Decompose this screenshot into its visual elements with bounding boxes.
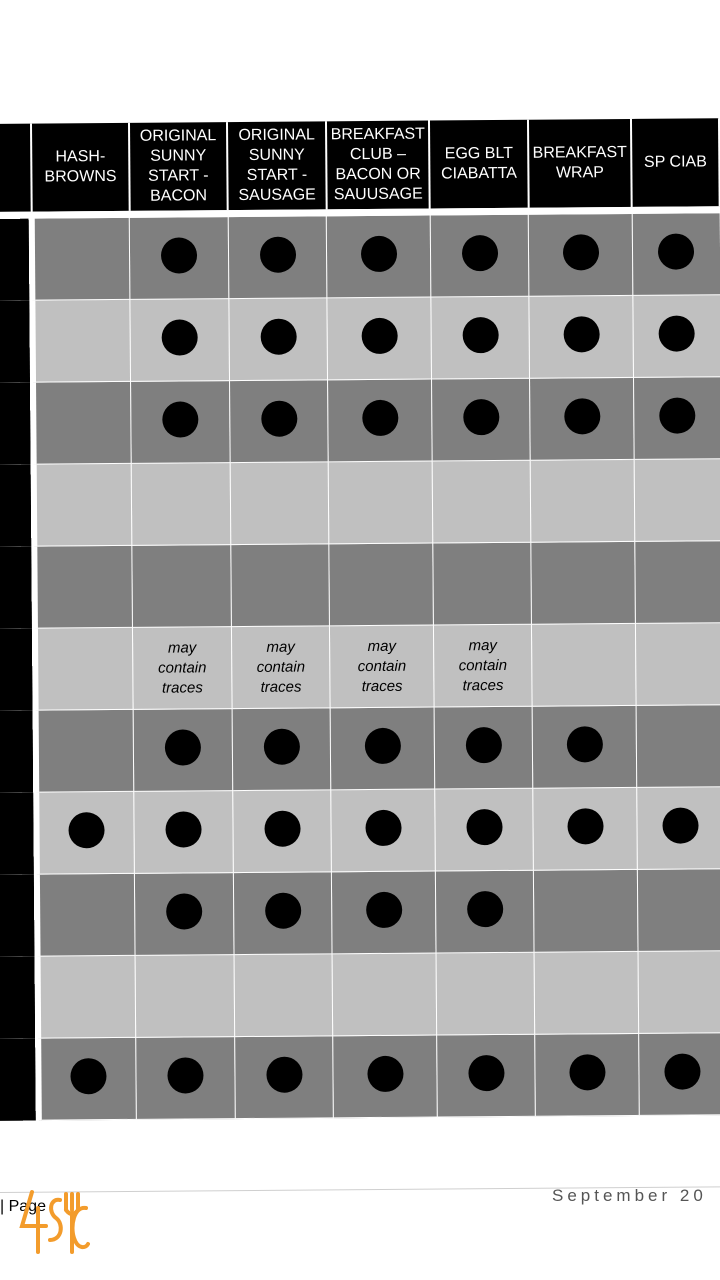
contains-dot-icon — [69, 812, 105, 848]
matrix-cell — [437, 1034, 536, 1117]
contains-dot-icon — [367, 1056, 403, 1092]
matrix-cell — [35, 627, 133, 710]
contains-dot-icon — [563, 316, 599, 352]
matrix-cell — [435, 870, 534, 953]
contains-dot-icon — [468, 1055, 504, 1091]
contains-dot-icon — [466, 809, 502, 845]
matrix-cell — [134, 791, 233, 874]
matrix-cell — [33, 381, 131, 464]
contains-dot-icon — [161, 237, 197, 273]
matrix-cell — [230, 462, 329, 545]
matrix-cell — [534, 951, 638, 1034]
contains-dot-icon — [365, 810, 401, 846]
matrix-cell — [230, 544, 329, 627]
column-header: BREAKFAST CLUB – BACON OR SAUUSAGE — [326, 121, 430, 210]
4sc-logo — [16, 1186, 90, 1268]
row-label — [0, 300, 33, 382]
matrix-cell — [430, 214, 529, 297]
matrix-cell — [433, 542, 532, 625]
matrix-cell — [37, 873, 135, 956]
matrix-cell — [232, 790, 331, 873]
matrix-cell — [433, 624, 532, 707]
row-label — [0, 956, 39, 1038]
column-header: HASH- BROWNS — [31, 123, 129, 212]
contains-dot-icon — [165, 811, 201, 847]
trace-note: may contain traces — [256, 638, 306, 696]
contains-dot-icon — [162, 319, 198, 355]
matrix-cell — [132, 545, 231, 628]
matrix-cell — [229, 380, 328, 463]
row-label-text — [0, 413, 31, 434]
matrix-cell — [36, 709, 134, 792]
contains-dot-icon — [362, 400, 398, 436]
matrix-cell — [232, 708, 331, 791]
row-label-text — [0, 331, 30, 352]
matrix-cell — [534, 869, 638, 952]
header-row — [0, 118, 720, 212]
matrix-cell — [234, 1036, 333, 1119]
contains-dot-icon — [260, 319, 296, 355]
row-label — [0, 546, 35, 628]
matrix-cell — [331, 789, 435, 872]
matrix-cell — [635, 623, 720, 706]
contains-dot-icon — [564, 398, 600, 434]
trace-note: may contain traces — [357, 637, 407, 695]
row-label-text — [0, 741, 33, 762]
allergen-row — [0, 869, 720, 957]
matrix-cell — [135, 955, 234, 1038]
matrix-cell — [529, 295, 633, 378]
matrix-cell — [328, 379, 432, 462]
contains-dot-icon — [659, 315, 695, 351]
contains-dot-icon — [265, 893, 301, 929]
matrix-cell — [636, 705, 720, 788]
row-label — [0, 628, 36, 710]
matrix-cell — [436, 952, 535, 1035]
corner-cell — [0, 124, 32, 212]
matrix-cell — [530, 377, 634, 460]
matrix-cell — [327, 215, 431, 298]
column-header: BREAKFAST WRAP — [528, 119, 632, 208]
matrix-cell — [33, 299, 131, 382]
contains-dot-icon — [465, 727, 501, 763]
matrix-cell — [638, 1033, 720, 1116]
matrix-cell — [231, 626, 330, 709]
allergen-row — [0, 623, 720, 711]
matrix-cell — [327, 297, 431, 380]
row-label — [0, 218, 33, 300]
contains-dot-icon — [562, 234, 598, 270]
matrix-cell — [633, 377, 720, 460]
contains-dot-icon — [567, 808, 603, 844]
row-label-text — [0, 659, 33, 680]
contains-dot-icon — [259, 237, 295, 273]
matrix-cell — [133, 627, 232, 710]
contains-dot-icon — [361, 318, 397, 354]
contains-dot-icon — [664, 1053, 700, 1089]
matrix-cell — [329, 461, 433, 544]
column-header: ORIGINAL SUNNY START - BACON — [129, 122, 228, 211]
matrix-cell — [38, 955, 136, 1038]
row-label — [0, 710, 37, 792]
row-label-text — [0, 495, 32, 516]
row-label — [0, 1038, 39, 1120]
matrix-cell — [635, 541, 720, 624]
row-label — [0, 464, 35, 546]
matrix-cell — [634, 459, 720, 542]
contains-dot-icon — [366, 892, 402, 928]
matrix-cell — [34, 463, 132, 546]
matrix-cell — [431, 296, 530, 379]
matrix-cell — [532, 623, 636, 706]
matrix-cell — [136, 1037, 235, 1120]
page-label: | Page — [0, 1198, 46, 1215]
contains-dot-icon — [71, 1058, 107, 1094]
row-label-text — [0, 823, 34, 844]
contains-dot-icon — [165, 729, 201, 765]
allergen-row — [0, 213, 720, 301]
allergen-row — [0, 541, 720, 629]
column-header: EGG BLT CIABATTA — [429, 120, 528, 209]
contains-dot-icon — [263, 729, 299, 765]
matrix-cell — [329, 543, 433, 626]
matrix-cell — [332, 871, 436, 954]
trace-note: may contain traces — [157, 638, 207, 697]
contains-dot-icon — [266, 1057, 302, 1093]
row-label — [0, 382, 34, 464]
matrix-cell — [431, 378, 530, 461]
matrix-cell — [638, 951, 720, 1034]
matrix-cell — [434, 706, 533, 789]
column-header: ORIGINAL SUNNY START - SAUSAGE — [227, 121, 327, 210]
matrix-cell — [637, 869, 720, 952]
column-header: SP CIAB — [631, 118, 719, 207]
matrix-cell — [131, 463, 230, 546]
row-label — [0, 874, 38, 956]
matrix-body — [0, 213, 720, 1121]
contains-dot-icon — [461, 235, 497, 271]
matrix-cell — [632, 213, 720, 296]
matrix-cell — [633, 295, 720, 378]
allergen-row — [0, 295, 720, 383]
matrix-cell — [135, 873, 234, 956]
allergen-row — [0, 951, 720, 1039]
matrix-cell — [35, 545, 133, 628]
matrix-cell — [533, 787, 637, 870]
matrix-cell — [133, 709, 232, 792]
row-label-text — [0, 987, 35, 1008]
matrix-cell — [636, 787, 720, 870]
contains-dot-icon — [658, 233, 694, 269]
matrix-cell — [37, 791, 135, 874]
matrix-cell — [32, 217, 130, 300]
matrix-cell — [432, 460, 531, 543]
matrix-cell — [234, 954, 333, 1037]
row-label-text — [0, 905, 35, 926]
allergen-table — [0, 118, 720, 1121]
allergen-matrix — [0, 118, 720, 1121]
matrix-cell — [530, 459, 634, 542]
contains-dot-icon — [264, 811, 300, 847]
contains-dot-icon — [569, 1054, 605, 1090]
allergen-row — [0, 1033, 720, 1121]
matrix-cell — [435, 788, 534, 871]
contains-dot-icon — [364, 728, 400, 764]
matrix-cell — [130, 299, 229, 382]
contains-dot-icon — [167, 1057, 203, 1093]
allergen-row — [0, 787, 720, 875]
contains-dot-icon — [261, 401, 297, 437]
matrix-cell — [233, 872, 332, 955]
contains-dot-icon — [462, 317, 498, 353]
matrix-cell — [39, 1037, 137, 1120]
contains-dot-icon — [659, 397, 695, 433]
row-label-text — [0, 547, 32, 628]
matrix-cell — [330, 625, 434, 708]
row-label-text — [0, 249, 30, 270]
allergen-row — [0, 459, 720, 547]
matrix-cell — [531, 541, 635, 624]
matrix-cell — [331, 707, 435, 790]
matrix-cell — [130, 217, 229, 300]
contains-dot-icon — [361, 236, 397, 272]
allergen-row — [0, 377, 720, 465]
contains-dot-icon — [467, 891, 503, 927]
matrix-cell — [535, 1033, 639, 1116]
allergen-row — [0, 705, 720, 793]
contains-dot-icon — [166, 893, 202, 929]
matrix-cell — [333, 1035, 437, 1118]
matrix-cell — [532, 705, 636, 788]
matrix-cell — [229, 298, 328, 381]
footer-date: September 20 — [552, 1186, 707, 1205]
row-label-text — [0, 1049, 36, 1110]
matrix-cell — [529, 213, 633, 296]
row-label — [0, 792, 37, 874]
matrix-cell — [228, 216, 327, 299]
matrix-cell — [333, 953, 437, 1036]
matrix-cell — [131, 381, 230, 464]
contains-dot-icon — [566, 726, 602, 762]
trace-note: may contain traces — [458, 636, 508, 694]
contains-dot-icon — [162, 401, 198, 437]
contains-dot-icon — [463, 399, 499, 435]
contains-dot-icon — [663, 807, 699, 843]
